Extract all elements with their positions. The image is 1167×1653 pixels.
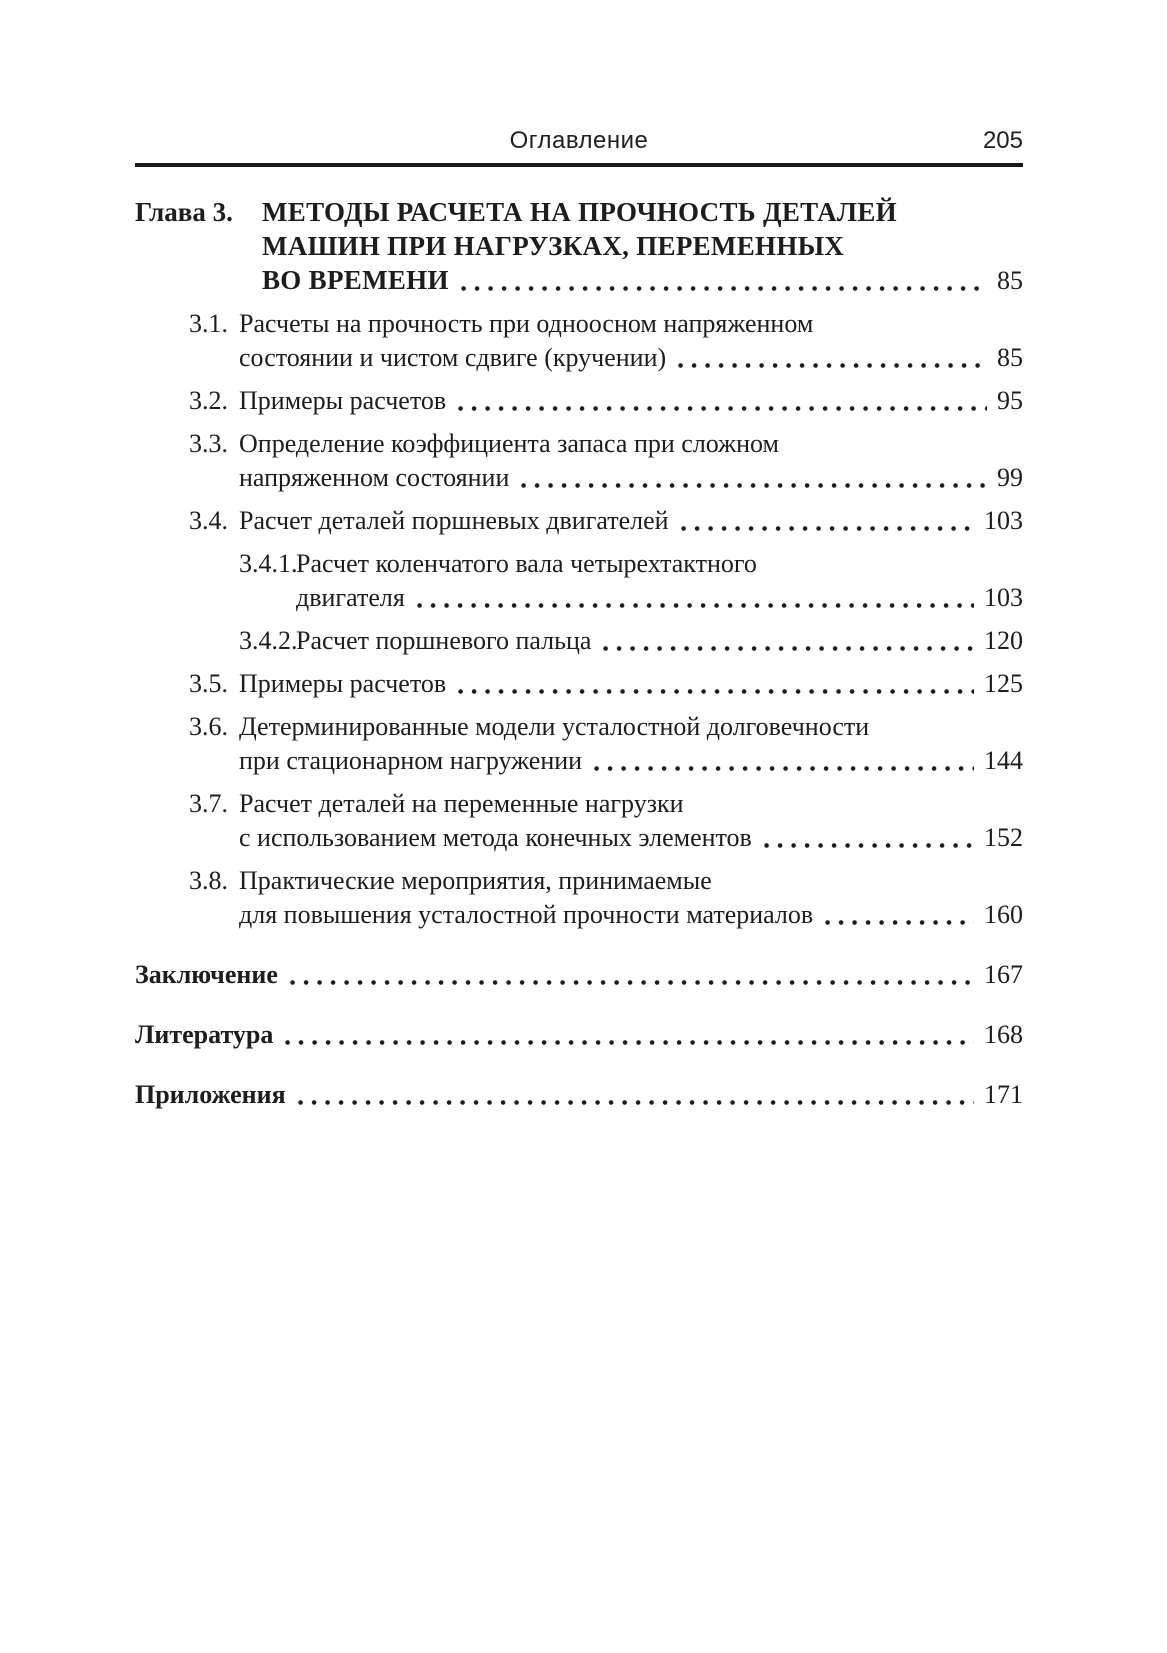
toc-line bbox=[262, 195, 1023, 229]
toc-line bbox=[135, 958, 1023, 992]
toc-page-number: 152 bbox=[984, 823, 1023, 852]
toc-entry-lines bbox=[239, 864, 1023, 932]
toc-page-number: 160 bbox=[984, 900, 1023, 929]
toc-line bbox=[239, 307, 1023, 341]
toc-entry-number: 3.4.2. bbox=[239, 626, 298, 655]
toc-entry bbox=[135, 864, 1023, 932]
toc-entry-number: 3.2. bbox=[189, 386, 228, 415]
dot-leader bbox=[681, 526, 974, 531]
toc-entry bbox=[135, 787, 1023, 855]
toc-entry-lines bbox=[239, 427, 1023, 495]
toc-entry-number: 3.1. bbox=[189, 309, 228, 338]
toc-entry-lines bbox=[296, 547, 1023, 615]
toc-entry-lines bbox=[239, 787, 1023, 855]
toc-entry-lines bbox=[296, 624, 1023, 658]
toc-entry-text: Расчет деталей поршневых двигателей bbox=[239, 506, 669, 535]
toc-entry-text: состоянии и чистом сдвиге (кручении) bbox=[239, 343, 667, 372]
toc-entry-text: Приложения bbox=[135, 1080, 286, 1109]
dot-leader bbox=[290, 980, 974, 985]
toc-entry bbox=[135, 710, 1023, 778]
toc-entry bbox=[135, 1078, 1023, 1112]
toc-entry-text: Расчет коленчатого вала четырехтактного bbox=[296, 549, 757, 578]
toc-line bbox=[262, 263, 1023, 298]
toc-entry-number: 3.4.1. bbox=[239, 549, 298, 578]
toc-entry-text: ВО ВРЕМЕНИ bbox=[262, 265, 449, 295]
toc-entry-text: при стационарном нагружении bbox=[239, 746, 583, 775]
dot-leader bbox=[825, 920, 974, 925]
toc-page-number: 171 bbox=[984, 1080, 1023, 1109]
toc-line bbox=[135, 1078, 1023, 1112]
toc-entry-number: 3.3. bbox=[189, 429, 228, 458]
toc-line bbox=[239, 744, 1023, 778]
toc-entry-text: Расчет поршневого пальца bbox=[296, 626, 592, 655]
toc-page-number: 103 bbox=[984, 506, 1023, 535]
header-rule bbox=[135, 163, 1023, 167]
toc-line bbox=[239, 787, 1023, 821]
toc-entry-text: Примеры расчетов bbox=[239, 386, 447, 415]
toc-entry-text: МАШИН ПРИ НАГРУЗКАХ, ПЕРЕМЕННЫХ bbox=[262, 231, 845, 261]
toc-entry bbox=[135, 427, 1023, 495]
toc-page-number: 95 bbox=[997, 386, 1023, 415]
dot-leader bbox=[521, 483, 987, 488]
toc-page-number: 144 bbox=[984, 746, 1023, 775]
toc-entry-text: Заключение bbox=[135, 960, 278, 989]
toc-entry bbox=[135, 624, 1023, 658]
toc-entry-lines bbox=[239, 504, 1023, 538]
toc-entry-text: с использованием метода конечных элементов bbox=[239, 823, 752, 852]
running-header-title: Оглавление bbox=[509, 127, 649, 154]
toc-entry-text: Расчеты на прочность при одноосном напряженном bbox=[239, 309, 814, 338]
toc-entry-number: Глава 3. bbox=[135, 197, 233, 227]
toc-entry-lines bbox=[239, 667, 1023, 701]
toc-entry-lines bbox=[262, 195, 1023, 298]
toc-page-number: 85 bbox=[997, 266, 1023, 295]
toc-line bbox=[239, 427, 1023, 461]
toc-entry bbox=[135, 667, 1023, 701]
toc-page-number: 120 bbox=[984, 626, 1023, 655]
toc-entry-text: МЕТОДЫ РАСЧЕТА НА ПРОЧНОСТЬ ДЕТАЛЕЙ bbox=[262, 197, 897, 227]
toc-line bbox=[239, 341, 1023, 375]
dot-leader bbox=[298, 1100, 974, 1105]
toc-entry-lines bbox=[135, 1018, 1023, 1052]
toc-line bbox=[262, 229, 1023, 263]
toc-entry-text: Определение коэффициента запаса при сложном bbox=[239, 429, 779, 458]
toc-page-number: 168 bbox=[984, 1020, 1023, 1049]
toc-entry-lines bbox=[239, 307, 1023, 375]
toc-line bbox=[239, 864, 1023, 898]
toc-entry-text: Практические мероприятия, принимаемые bbox=[239, 866, 712, 895]
toc-entry bbox=[135, 384, 1023, 418]
dot-leader bbox=[764, 843, 974, 848]
toc-entry-number: 3.4. bbox=[189, 506, 228, 535]
toc-entry bbox=[135, 547, 1023, 615]
dot-leader bbox=[678, 363, 987, 368]
toc-entry-lines bbox=[135, 958, 1023, 992]
dot-leader bbox=[417, 603, 974, 608]
toc-entry-text: Примеры расчетов bbox=[239, 669, 447, 698]
dot-leader bbox=[458, 689, 974, 694]
toc-entry-number: 3.5. bbox=[189, 669, 228, 698]
toc-line bbox=[239, 461, 1023, 495]
toc-entry bbox=[135, 307, 1023, 375]
running-header-page-number: 205 bbox=[982, 127, 1023, 154]
toc-entry-lines bbox=[135, 1078, 1023, 1112]
toc-entry-text: Детерминированные модели усталостной долговечности bbox=[239, 712, 870, 741]
toc-page-number: 125 bbox=[984, 669, 1023, 698]
dot-leader bbox=[461, 286, 987, 291]
dot-leader bbox=[285, 1040, 974, 1045]
toc-entry bbox=[135, 195, 1023, 298]
toc-entry-text: Расчет деталей на переменные нагрузки bbox=[239, 789, 684, 818]
running-header bbox=[135, 126, 1023, 156]
toc-line bbox=[239, 821, 1023, 855]
toc-entry-number: 3.8. bbox=[189, 866, 228, 895]
toc-line bbox=[239, 667, 1023, 701]
toc-entry bbox=[135, 958, 1023, 992]
toc-entry-text: для повышения усталостной прочности материалов bbox=[239, 900, 814, 929]
toc-page-number: 103 bbox=[984, 583, 1023, 612]
toc-page-number: 167 bbox=[984, 960, 1023, 989]
toc-line bbox=[296, 624, 1023, 658]
toc-entry-number: 3.7. bbox=[189, 789, 228, 818]
toc-entry-number: 3.6. bbox=[189, 712, 228, 741]
toc-entry bbox=[135, 1018, 1023, 1052]
toc-entry-lines bbox=[239, 384, 1023, 418]
toc-entry-text: двигателя bbox=[296, 583, 405, 612]
dot-leader bbox=[594, 766, 974, 771]
toc-line bbox=[296, 547, 1023, 581]
toc-line bbox=[296, 581, 1023, 615]
toc-page-number: 99 bbox=[997, 463, 1023, 492]
toc-entry-text: напряженном состоянии bbox=[239, 463, 510, 492]
table-of-contents bbox=[135, 195, 1023, 1112]
toc-entry-lines bbox=[239, 710, 1023, 778]
toc-entry-text: Литература bbox=[135, 1020, 274, 1049]
toc-line bbox=[239, 504, 1023, 538]
dot-leader bbox=[458, 406, 987, 411]
toc-line bbox=[239, 898, 1023, 932]
dot-leader bbox=[603, 646, 974, 651]
toc-entry bbox=[135, 504, 1023, 538]
toc-line bbox=[135, 1018, 1023, 1052]
toc-page-number: 85 bbox=[997, 343, 1023, 372]
toc-line bbox=[239, 710, 1023, 744]
toc-line bbox=[239, 384, 1023, 418]
